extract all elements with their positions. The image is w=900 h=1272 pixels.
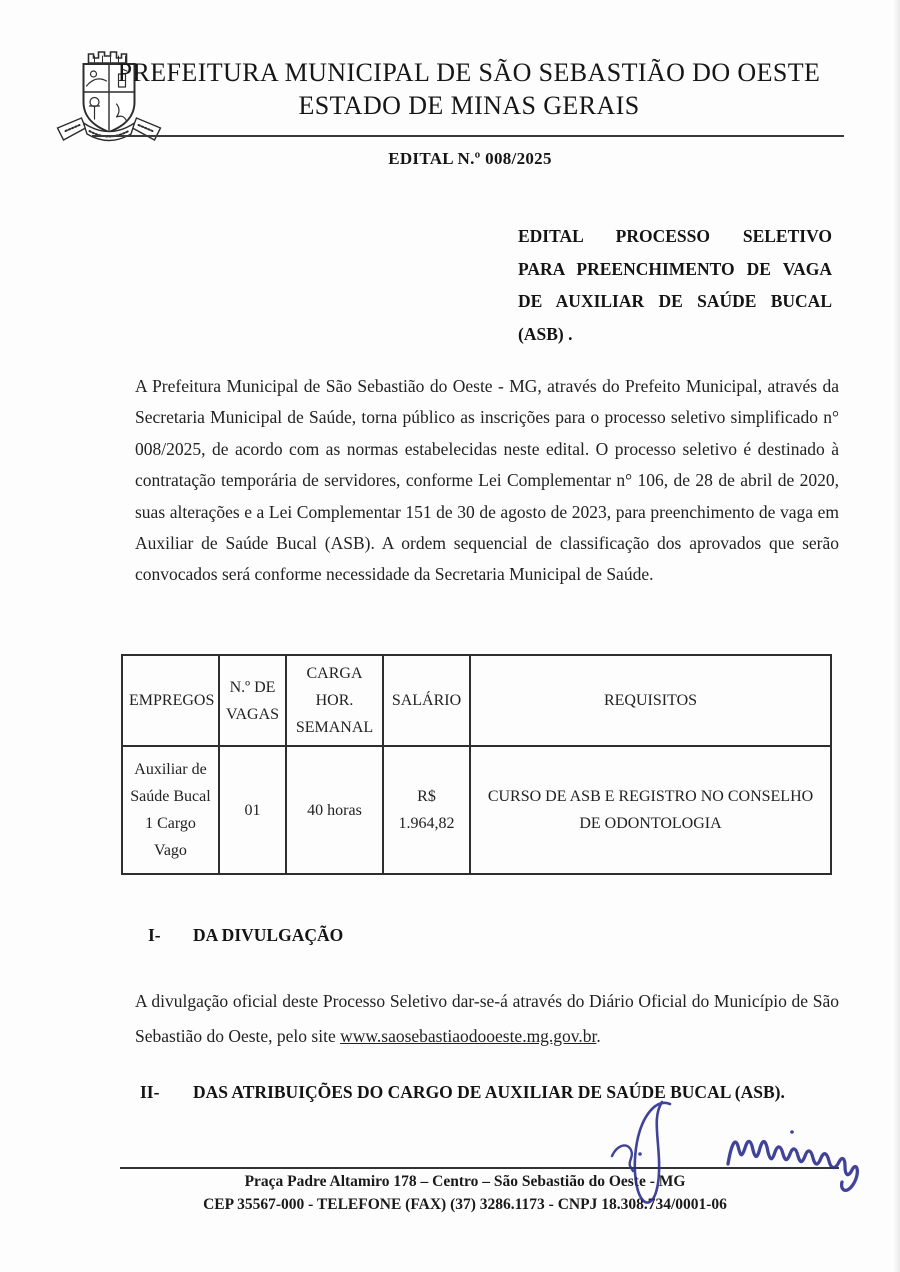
col-header-requisitos: REQUISITOS: [470, 655, 831, 746]
edital-title-block: [518, 220, 832, 350]
intro-paragraph: A Prefeitura Municipal de São Sebastião do Oeste - MG, através do Prefeito Municipal, através da Secretaria Municipal de Saúde, torna público as inscrições para o processo seletivo simplificado n° 008/2025, de acordo com as normas estabelecidas neste edital. O processo seletivo é destinado à contratação temporária de servidores, conforme Lei Complementar n° 106, de 28 de abril de 2020, suas alterações e a Lei Complementar 151 de 30 de agosto de 2023, para preenchimento de vaga em Auxiliar de Saúde Bucal (ASB). A ordem sequencial de classificação dos aprovados que serão convocados será conforme necessidade da Secretaria Municipal de Saúde.: [135, 376, 839, 585]
org-state: ESTADO DE MINAS GERAIS: [298, 91, 640, 120]
title-line: DE AUXILIAR DE SAÚDE BUCAL: [518, 291, 832, 311]
cell-requisitos: CURSO DE ASB E REGISTRO NO CONSELHO DE ODONTOLOGIA: [470, 746, 831, 874]
letterhead: [93, 56, 845, 122]
section-heading-atribuicoes: [140, 1082, 785, 1103]
empregos-line: Auxiliar de: [134, 761, 207, 778]
cell-num-vagas: 01: [219, 746, 286, 874]
cell-salario: R$ 1.964,82: [383, 746, 470, 874]
title-line: EDITAL PROCESSO SELETIVO: [518, 226, 832, 246]
divulgacao-paragraph: [135, 984, 839, 1054]
empregos-line: 1 Cargo Vago: [145, 815, 196, 859]
col-header-salario: SALÁRIO: [383, 655, 470, 746]
footer-contact: CEP 35567-000 - TELEFONE (FAX) (37) 3286.1173 - CNPJ 18.308.734/0001-06: [203, 1195, 727, 1213]
section-title: DAS ATRIBUIÇÕES DO CARGO DE AUXILIAR DE SAÚDE BUCAL (ASB).: [193, 1082, 785, 1102]
table-header-row: [122, 655, 831, 746]
col-header-carga-horaria: CARGA HOR. SEMANAL: [286, 655, 383, 746]
col-header-empregos: EMPREGOS: [122, 655, 219, 746]
section-heading-divulgacao: [148, 925, 343, 946]
footer-divider: [120, 1167, 839, 1169]
section-number: II-: [140, 1082, 160, 1102]
signature-ink-dot: [790, 1130, 794, 1134]
cell-empregos: [122, 746, 219, 874]
section-title: DA DIVULGAÇÃO: [193, 925, 344, 945]
header-divider: [92, 135, 844, 137]
footer: [35, 1171, 895, 1216]
vacancy-table: [121, 654, 832, 875]
divulgacao-text-end: .: [596, 1026, 601, 1046]
table-row: [122, 746, 831, 874]
org-name: PREFEITURA MUNICIPAL DE SÃO SEBASTIÃO DO OESTE: [117, 58, 821, 87]
section-number: I-: [148, 925, 161, 945]
title-line: (ASB) .: [518, 323, 573, 344]
cell-carga-horaria: 40 horas: [286, 746, 383, 874]
site-link: www.saosebastiaodooeste.mg.gov.br: [340, 1026, 597, 1046]
edital-number: EDITAL N.º 008/2025: [388, 149, 552, 168]
empregos-line: Saúde Bucal: [130, 788, 211, 805]
footer-address: Praça Padre Altamiro 178 – Centro – São Sebastião do Oeste - MG: [244, 1173, 686, 1190]
col-header-vagas: N.º DE VAGAS: [219, 655, 286, 746]
divulgacao-text: A divulgação oficial deste Processo Seletivo dar-se-á através do Diário Oficial do Município de São Sebastião do Oeste, pelo site: [135, 991, 839, 1046]
signature-ink-dot: [638, 1152, 642, 1156]
title-line: PARA PREENCHIMENTO DE VAGA: [518, 258, 832, 279]
